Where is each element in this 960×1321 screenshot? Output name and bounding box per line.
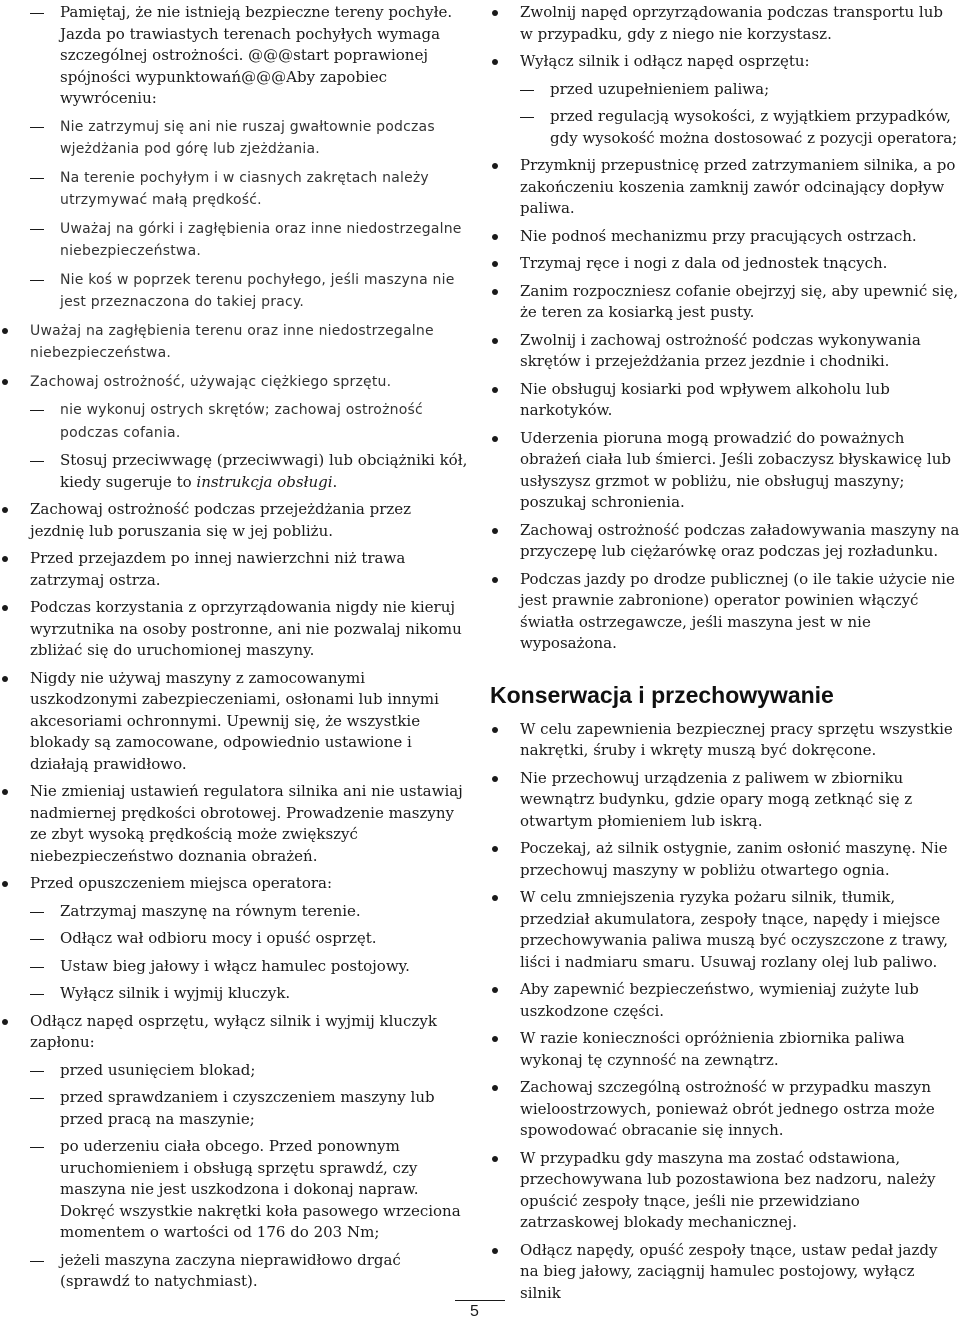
bullet-item	[0, 371, 470, 394]
dash-marker	[30, 912, 44, 913]
item-text: Zachowaj ostrożność podczas przejeżdżania przez jezdnię lub poruszania się w jej pobliżu.	[30, 500, 412, 540]
section-heading: Konserwacja i przechowywanie	[490, 681, 834, 708]
item-text: Zatrzymaj maszynę na równym terenie.	[60, 901, 361, 920]
bullet-marker	[492, 1156, 498, 1162]
bullet-item	[490, 1148, 960, 1234]
bullet-marker	[492, 387, 498, 393]
bullet-marker	[2, 881, 8, 887]
dash-item	[0, 1250, 470, 1293]
bullet-item	[490, 226, 960, 248]
bullet-item	[490, 379, 960, 422]
dash-item	[0, 956, 470, 978]
item-text: nie wykonuj ostrych skrętów; zachowaj ostrożność podczas cofania.	[60, 402, 423, 441]
item-text: W przypadku gdy maszyna ma zostać odstawiona, przechowywana lub pozostawiona bez nadzoru, należy opuścić zespoły tnące, jeśli nie przewidziano zatrzaskowej blokady mechanicznej.	[520, 1148, 936, 1231]
item-text: Podczas korzystania z oprzyrządowania nigdy nie kieruj wyrzutnika na osoby postronne, ani nie pozwalaj nikomu zbliżać się do uruchomionej maszyny.	[30, 598, 462, 659]
item-text: Aby zapewnić bezpieczeństwo, wymieniaj zużyte lub uszkodzone części.	[520, 980, 919, 1020]
item-text: Pamiętaj, że nie istnieją bezpieczne tereny pochyłe. Jazda po trawiastych terenach pochyłych wymaga szczególnej ostrożności. @@@start poprawionej spójności wypunktowań@@@Aby zapobiec wywróceniu:	[60, 3, 453, 107]
dash-item	[0, 1087, 470, 1130]
bullet-item	[490, 838, 960, 881]
dash-marker	[30, 280, 44, 281]
bullet-item	[490, 155, 960, 220]
bullet-marker	[2, 789, 8, 795]
dash-item	[0, 928, 470, 950]
bullet-marker	[492, 1036, 498, 1042]
bullet-marker	[492, 10, 498, 16]
bullet-marker	[2, 1019, 8, 1025]
bullet-item	[490, 569, 960, 655]
bullet-item	[490, 520, 960, 563]
item-text: Zachowaj ostrożność, używając ciężkiego sprzętu.	[30, 373, 392, 390]
bullet-marker	[492, 528, 498, 534]
dash-marker	[30, 127, 44, 128]
item-text: Nie przechowuj urządzenia z paliwem w zbiorniku wewnątrz budynku, gdzie opary mogą zetknąć się z otwartym płomieniem lub iskrą.	[520, 768, 913, 830]
item-text: jeżeli maszyna zaczyna nieprawidłowo drgać (sprawdź to natychmiast).	[60, 1250, 401, 1290]
dash-item	[490, 79, 960, 101]
dash-item	[0, 167, 470, 212]
dash-item	[0, 983, 470, 1005]
item-text: Przymknij przepustnicę przed zatrzymaniem silnika, a po zakończeniu koszenia zamknij zawór odcinający dopływ paliwa.	[520, 156, 956, 217]
dash-marker	[30, 1098, 44, 1099]
dash-item	[0, 450, 470, 493]
dash-item	[0, 218, 470, 263]
item-text: Trzymaj ręce i nogi z dala od jednostek tnących.	[520, 254, 888, 272]
dash-item	[0, 1060, 470, 1082]
item-text: przed usunięciem blokad;	[60, 1060, 256, 1079]
item-text: Odłącz wał odbioru mocy i opuść osprzęt.	[60, 929, 377, 947]
dash-item	[0, 269, 470, 314]
dash-marker	[520, 90, 534, 91]
bullet-marker	[492, 727, 498, 733]
item-text: Poczekaj, aż silnik ostygnie, zanim osłonić maszynę. Nie przechowuj maszyny w pobliżu otwartego ognia.	[520, 839, 948, 879]
item-text: W razie konieczności opróżnienia zbiornika paliwa wykonaj tę czynność na zewnątrz.	[520, 1029, 905, 1069]
dash-marker	[30, 461, 44, 462]
item-text: Zachowaj szczególną ostrożność w przypadku maszyn wieloostrzowych, ponieważ obrót jednego ostrza może spowodować obracanie się innych.	[520, 1078, 935, 1139]
bullet-marker	[2, 676, 8, 682]
bullet-item	[490, 2, 960, 45]
dash-item	[0, 1136, 470, 1244]
dash-item	[0, 901, 470, 923]
item-text: Uważaj na zagłębienia terenu oraz inne niedostrzegalne niebezpieczeństwa.	[30, 322, 434, 361]
left-column	[0, 2, 470, 1299]
right-top-list	[490, 2, 960, 655]
bullet-item	[490, 1028, 960, 1071]
dash-item	[0, 399, 470, 444]
dash-item	[0, 2, 470, 110]
bullet-marker	[2, 556, 8, 562]
right-column	[490, 2, 960, 1310]
item-text: Zachowaj ostrożność podczas załadowywania maszyny na przyczepę lub ciężarówkę oraz podczas jej rozładunku.	[520, 520, 960, 560]
bullet-marker	[492, 338, 498, 344]
item-text: Nie podnoś mechanizmu przy pracujących ostrzach.	[520, 226, 917, 245]
item-text: Odłącz napędy, opuść zespoły tnące, ustaw pedał jazdy na bieg jałowy, zaciągnij hamulec postojowy, wyłącz silnik	[520, 1240, 938, 1302]
bullet-item	[0, 1011, 470, 1054]
bullet-marker	[492, 163, 498, 169]
item-text: Uderzenia pioruna mogą prowadzić do poważnych obrażeń ciała lub śmierci. Jeśli zobaczysz błyskawicę lub usłyszysz grzmot w pobliżu, nie obsługuj maszyny; poszukaj schronienia.	[520, 428, 951, 511]
item-text: po uderzeniu ciała obcego. Przed ponownym uruchomieniem i obsługą sprzętu sprawdź, czy maszyna nie jest uszkodzona i dokonaj napraw. Dokręć wszystkie nakrętki koła pasowego wrzeciona momentem o wartości od 176 do 203 Nm;	[60, 1137, 461, 1241]
dash-marker	[30, 967, 44, 968]
item-text: Ustaw bieg jałowy i włącz hamulec postojowy.	[60, 956, 410, 975]
bullet-marker	[492, 846, 498, 852]
item-text: Wyłącz silnik i wyjmij kluczyk.	[60, 984, 291, 1002]
right-bottom-list	[490, 719, 960, 1305]
item-text: Nie obsługuj kosiarki pod wpływem alkoholu lub narkotyków.	[520, 379, 890, 419]
item-text: Przed opuszczeniem miejsca operatora:	[30, 874, 333, 892]
bullet-item	[0, 781, 470, 867]
bullet-marker	[492, 59, 498, 65]
item-text: Uważaj na górki i zagłębienia oraz inne niedostrzegalne niebezpieczeństwa.	[60, 220, 462, 259]
item-text: Odłącz napęd osprzętu, wyłącz silnik i wyjmij kluczyk zapłonu:	[30, 1011, 437, 1051]
item-italic-text: instrukcja obsługi	[196, 472, 333, 491]
bullet-item	[490, 253, 960, 275]
bullet-marker	[492, 436, 498, 442]
dash-marker	[30, 178, 44, 179]
dash-marker	[30, 410, 44, 411]
bullet-item	[0, 320, 470, 365]
bullet-marker	[492, 895, 498, 901]
dash-marker	[30, 1147, 44, 1148]
bullet-item	[490, 51, 960, 73]
item-text: W celu zmniejszenia ryzyka pożaru silnik, tłumik, przedział akumulatora, zespoły tnące, napędy i miejsce przechowywania paliwa muszą być oczyszczone z trawy, liści i nadmiaru smaru. Usuwaj rozlany olej lub paliwo.	[520, 888, 948, 971]
dash-marker	[30, 13, 44, 14]
bullet-marker	[492, 289, 498, 295]
item-text: Zwolnij napęd oprzyrządowania podczas transportu lub w przypadku, gdy z niego nie korzystasz.	[520, 3, 943, 43]
bullet-item	[490, 768, 960, 833]
item-text: Stosuj przeciwwagę (przeciwwagi) lub obciążniki kół, kiedy sugeruje to	[60, 451, 468, 491]
item-text: Na terenie pochyłym i w ciasnych zakrętach należy utrzymywać małą prędkość.	[60, 169, 429, 208]
item-text-end: .	[332, 472, 338, 491]
dash-marker	[30, 939, 44, 940]
item-text: Nie zmieniaj ustawień regulatora silnika ani nie ustawiaj nadmiernej prędkości obrotowej. Prowadzenie maszyny ze zbyt wysoką prędkością może zwiększyć niebezpieczeństwo doznania obrażeń.	[30, 782, 463, 865]
item-text: przed regulacją wysokości, z wyjątkiem przypadków, gdy wysokość można dostosować z pozycji operatora;	[550, 107, 958, 147]
item-text: Przed przejazdem po innej nawierzchni niż trawa zatrzymaj ostrza.	[30, 549, 406, 589]
item-text: W celu zapewnienia bezpiecznej pracy sprzętu wszystkie nakrętki, śruby i wkręty muszą być dokręcone.	[520, 719, 953, 759]
dash-marker	[30, 1071, 44, 1072]
item-text: Podczas jazdy po drodze publicznej (o ile takie użycie nie jest prawnie zabronione) operator powinien włączyć światła ostrzegawcze, jeśli maszyna jest w nie wyposażona.	[520, 569, 955, 652]
bullet-item	[490, 887, 960, 973]
bullet-item	[0, 499, 470, 542]
item-text: Nie koś w poprzek terenu pochyłego, jeśli maszyna nie jest przeznaczona do takiej pracy.	[60, 271, 455, 310]
page-number: 5	[470, 1303, 479, 1320]
bullet-marker	[492, 1248, 498, 1254]
bullet-marker	[2, 328, 8, 334]
item-text: przed uzupełnieniem paliwa;	[550, 79, 770, 98]
bullet-marker	[2, 605, 8, 611]
item-text: przed sprawdzaniem i czyszczeniem maszyny lub przed pracą na maszynie;	[60, 1088, 435, 1128]
item-text: Zwolnij i zachowaj ostrożność podczas wykonywania skrętów i przejeżdżania przez jezdnie i chodniki.	[520, 330, 921, 370]
bullet-marker	[492, 577, 498, 583]
item-text: Wyłącz silnik i odłącz napęd osprzętu:	[520, 52, 810, 70]
dash-marker	[30, 1261, 44, 1262]
bullet-marker	[2, 379, 8, 385]
bullet-marker	[2, 507, 8, 513]
dash-item	[490, 106, 960, 149]
bullet-item	[490, 330, 960, 373]
bullet-item	[490, 979, 960, 1022]
item-text: Nie zatrzymuj się ani nie ruszaj gwałtownie podczas wjeżdżania pod górę lub zjeżdżania.	[60, 118, 435, 157]
dash-marker	[30, 229, 44, 230]
bullet-item	[490, 1240, 960, 1305]
bullet-item	[490, 1077, 960, 1142]
bullet-marker	[492, 234, 498, 240]
bullet-item	[490, 719, 960, 762]
bullet-marker	[492, 776, 498, 782]
footer-rule	[455, 1300, 505, 1301]
item-text: Zanim rozpoczniesz cofanie obejrzyj się, aby upewnić się, że teren za kosiarką jest pusty.	[520, 281, 959, 321]
dash-item	[0, 116, 470, 161]
bullet-item	[0, 548, 470, 591]
bullet-marker	[492, 987, 498, 993]
bullet-item	[0, 597, 470, 662]
bullet-marker	[492, 1085, 498, 1091]
bullet-item	[490, 281, 960, 324]
bullet-item	[0, 873, 470, 895]
dash-marker	[30, 994, 44, 995]
bullet-marker	[492, 261, 498, 267]
bullet-item	[0, 668, 470, 776]
bullet-item	[490, 428, 960, 514]
dash-marker	[520, 117, 534, 118]
item-text: Nigdy nie używaj maszyny z zamocowanymi uszkodzonymi zabezpieczeniami, osłonami lub innymi akcesoriami ochronnymi. Upewnij się, że wszystkie blokady są zamocowane, odpowiednio ustawione i działają prawidłowo.	[30, 668, 439, 773]
